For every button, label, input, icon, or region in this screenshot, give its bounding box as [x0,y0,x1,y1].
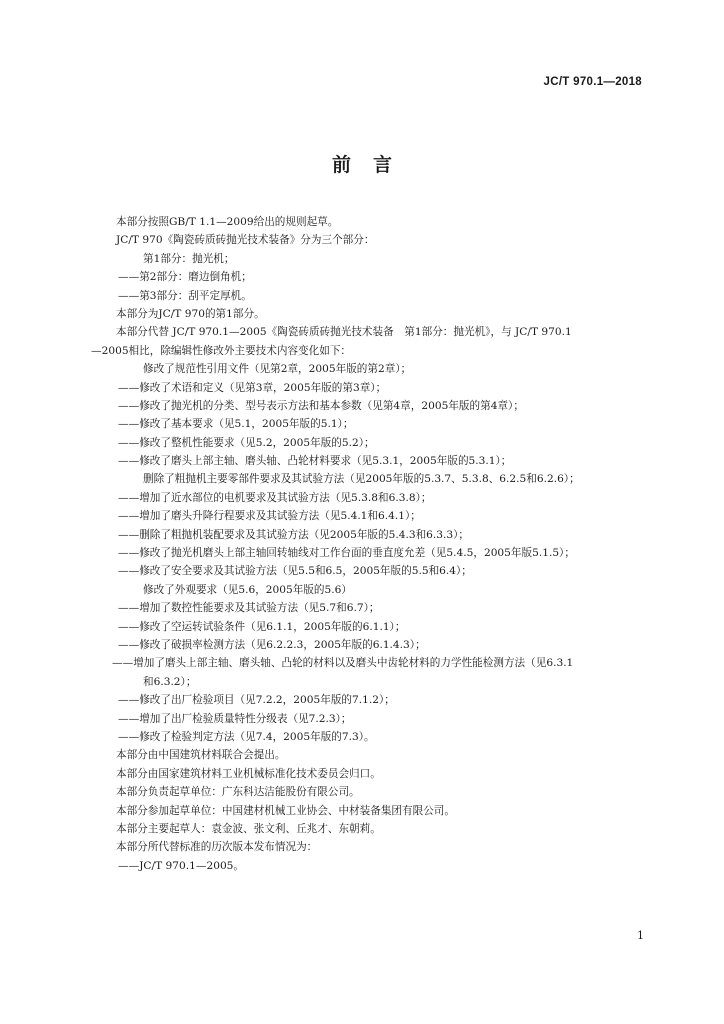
page-number: 1 [637,929,644,942]
text-line: 本部分按照GB/T 1.1—2009给出的规则起草。 [116,216,339,228]
list-item: ——增加了出厂检验质量特性分级表（见7.2.3）； [118,712,352,725]
text-line: 本部分代替 JC/T 970.1—2005《陶瓷砖质砖抛光技术装备 第1部分：抛光机》，与 JC/T 970.1 [116,326,572,339]
text-line: 本部分为JC/T 970的第1部分。 [116,307,265,320]
text-line: 本部分所代替标准的历次版本发布情况为： [116,841,318,854]
list-item: ——修改了出厂检验项目（见7.2.2，2005年版的7.1.2）； [118,694,395,707]
list-item: 删除了粗抛机主要零部件要求及其试验方法（见2005年版的5.3.7、5.3.8、6.2.5和6.2.6）； [143,473,580,486]
list-item: ——修改了术语和定义（见第3章，2005年版的第3章）； [118,381,387,394]
list-item: ——修改了整机性能要求（见5.2，2005年版的5.2）； [118,436,375,449]
foreword-body [91,213,657,875]
text-line: —2005相比，除编辑性修改外主要技术内容变化如下： [91,344,352,357]
list-item: ——修改了磨头上部主轴、磨头轴、凸轮材料要求（见5.3.1，2005年版的5.3.1）； [118,455,512,468]
text-line: 本部分参加起草单位：中国建材机械工业协会、中材装备集团有限公司。 [116,804,455,817]
list-item: ——修改了抛光机的分类、型号表示方法和基本参数（见第4章，2005年版的第4章）； [118,399,524,412]
text-line: JC/T 970《陶瓷砖质砖抛光技术装备》分为三个部分： [116,234,375,247]
list-item: ——修改了检验判定方法（见7.4，2005年版的7.3）。 [118,730,375,743]
list-item: ——增加了磨头上部主轴、磨头轴、凸轮的材料以及磨头中齿轮材料的力学性能检测方法（见6.3.1 [112,657,574,670]
text-line: 本部分主要起草人：袁金波、张文利、丘兆才、东朝莉。 [116,822,381,835]
list-item: ——修改了基本要求（见5.1，2005年版的5.1）； [118,418,354,431]
list-item: 修改了规范性引用文件（见第2章，2005年版的第2章）； [143,363,412,376]
list-item: ——JC/T 970.1—2005。 [118,859,245,872]
list-item: ——修改了安全要求及其试验方法（见5.5和6.5，2005年版的5.5和6.4）； [118,565,472,578]
list-item: ——修改了破损率检测方法（见6.2.2.3，2005年版的6.1.4.3）； [118,638,426,651]
list-item: ——删除了粗抛机装配要求及其试验方法（见2005年版的5.4.3和6.3.3）； [118,528,470,541]
list-item: ——增加了数控性能要求及其试验方法（见5.7和6.7）； [118,602,380,615]
list-item: 修改了外观要求（见5.6，2005年版的5.6） [143,583,352,596]
list-item: ——修改了抛光机磨头上部主轴回转轴线对工作台面的垂直度允差（见5.4.5，2005年版5.1.5）； [118,547,575,560]
list-item: ——增加了近水部位的电机要求及其试验方法（见5.3.8和6.3.8）； [118,491,432,504]
text-line: 本部分负责起草单位：广东科达洁能股份有限公司。 [116,786,360,799]
list-item: ——增加了磨头升降行程要求及其试验方法（见5.4.1和6.4.1）； [118,510,421,523]
list-item-continuation: 和6.3.2）； [143,675,197,688]
list-item: ——第2部分：磨边倒角机； [118,271,252,284]
list-item: 第1部分：抛光机； [143,252,235,265]
text-line: 本部分由中国建筑材料联合会提出。 [116,749,286,762]
list-item: ——第3部分：刮平定厚机。 [118,289,252,302]
list-item: ——修改了空运转试验条件（见6.1.1，2005年版的6.1.1）； [118,620,406,633]
text-line: 本部分由国家建筑材料工业机械标准化技术委员会归口。 [116,767,381,780]
page-title: 前言 [331,154,414,176]
standard-code: JC/T 970.1—2018 [543,76,642,88]
